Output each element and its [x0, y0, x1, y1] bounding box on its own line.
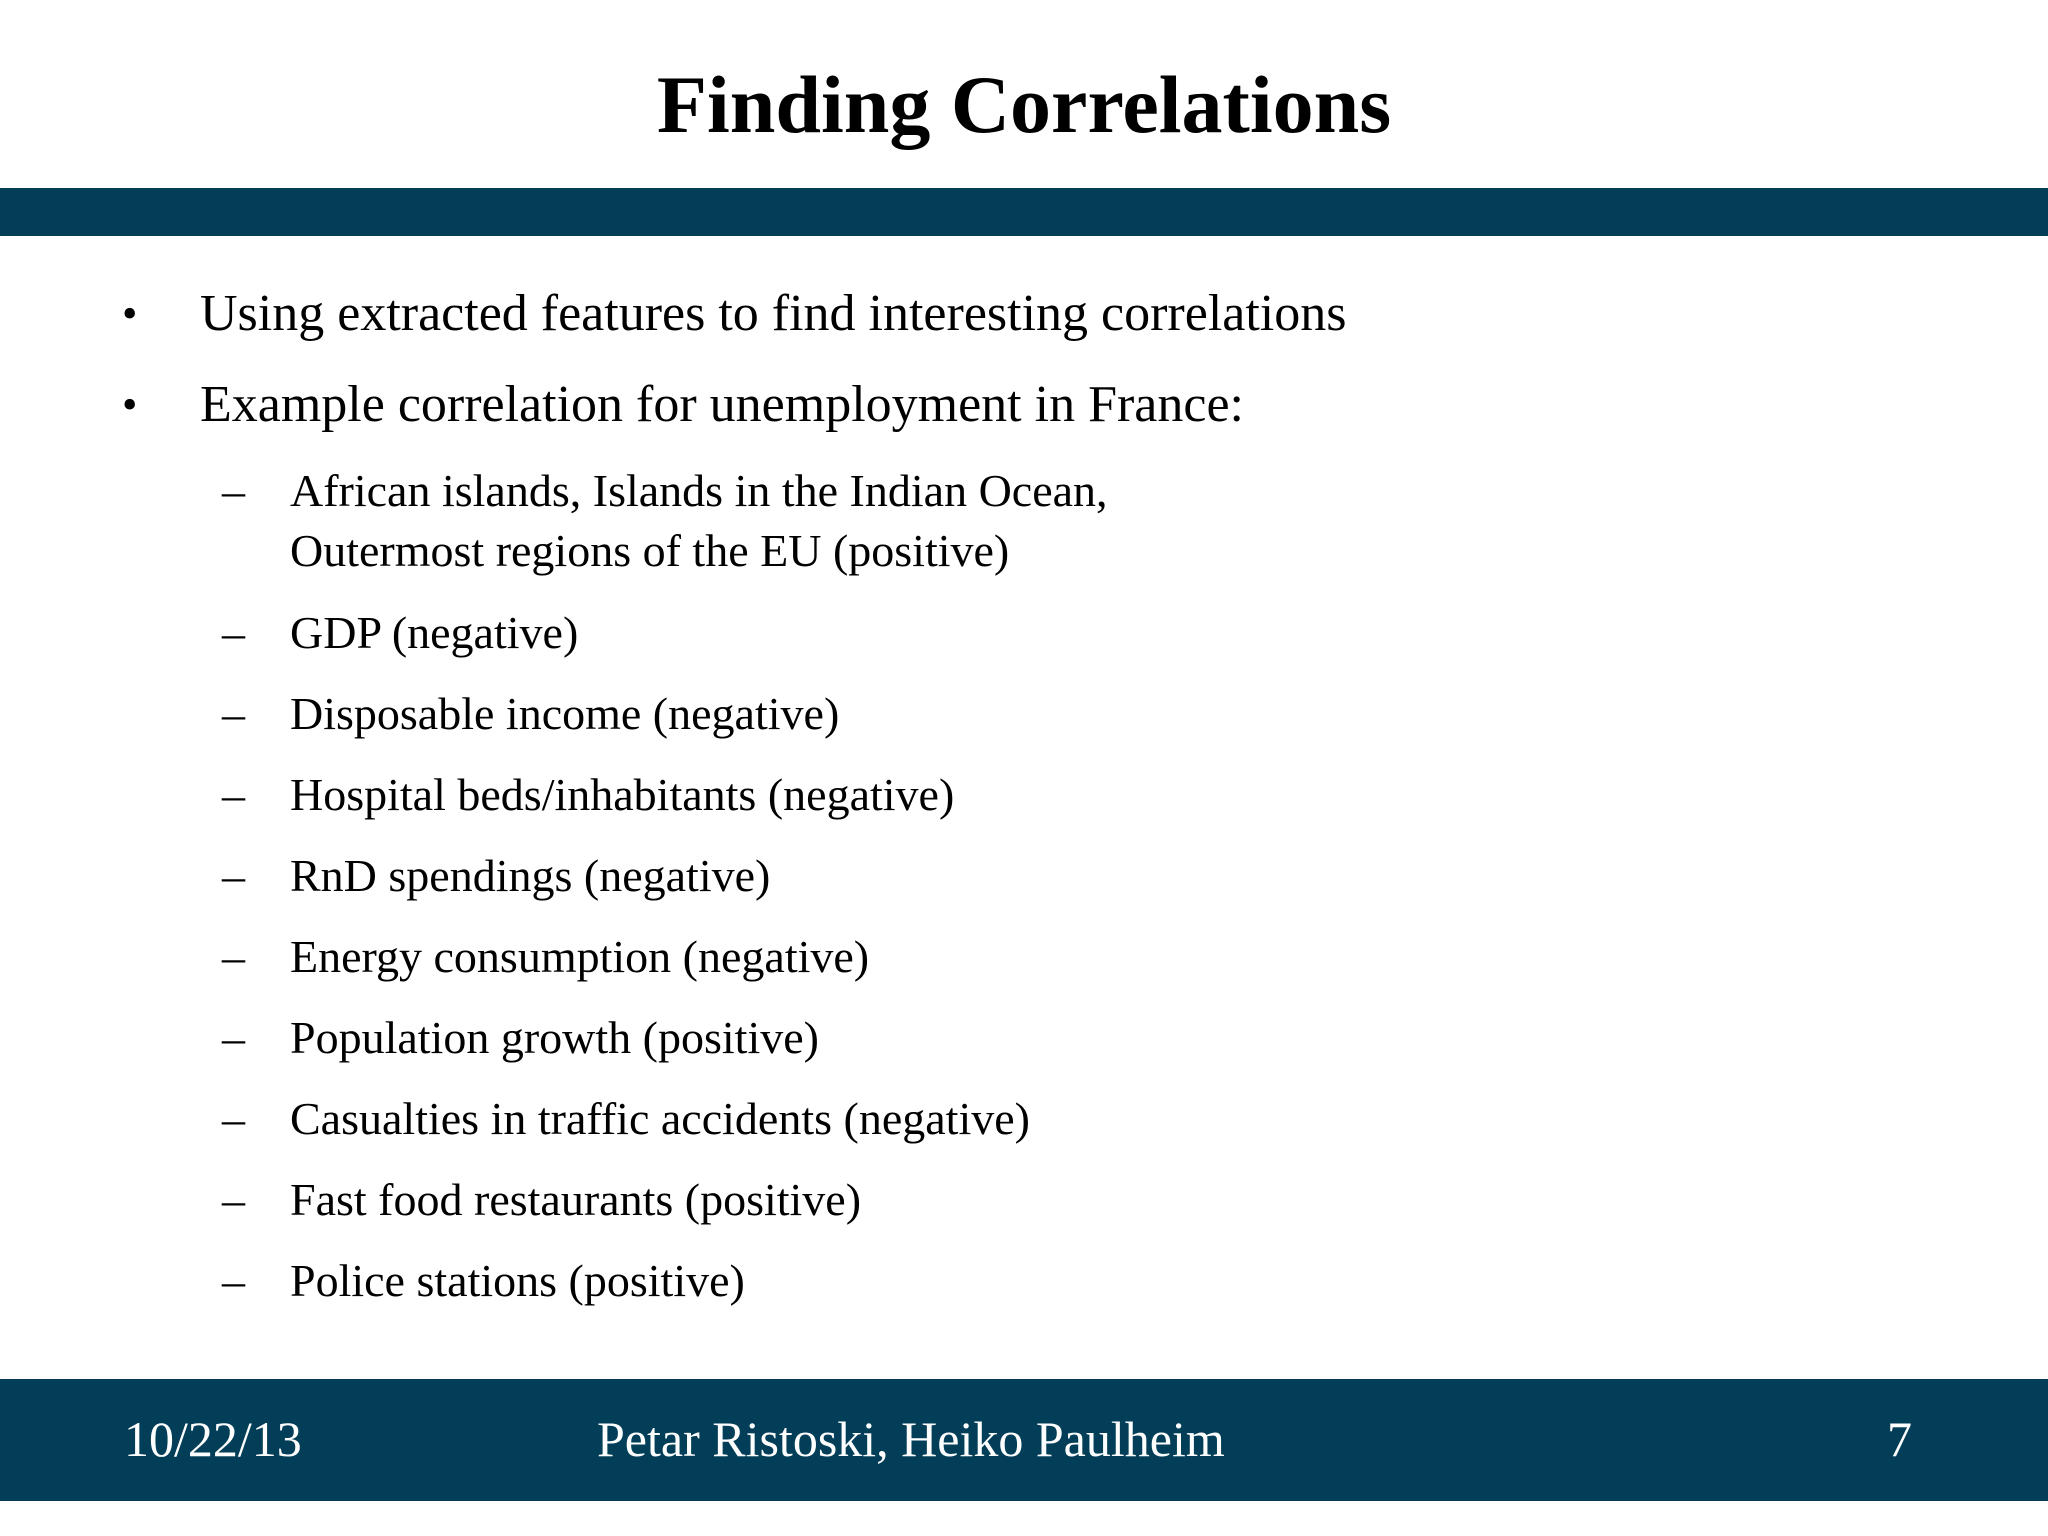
dash-marker: – [222, 1093, 245, 1144]
sub-item-text: GDP (negative) [290, 607, 579, 658]
bullet-text: Example correlation for unemployment in France: [200, 376, 1244, 433]
footer-authors: Petar Ristoski, Heiko Paulheim [597, 1411, 1225, 1467]
dash-marker: – [222, 1012, 245, 1063]
dash-marker: – [222, 607, 245, 658]
sub-item-text: Hospital beds/inhabitants (negative) [290, 769, 955, 820]
sub-item-text: Outermost regions of the EU (positive) [290, 525, 1010, 576]
bullet-text: Using extracted features to find interesting correlations [200, 285, 1347, 342]
footer-date: 10/22/13 [124, 1411, 302, 1467]
slide-footer [0, 1379, 2048, 1501]
sub-item-text: Energy consumption (negative) [290, 931, 870, 982]
page-number: 7 [1887, 1411, 1912, 1467]
title-divider-bar [0, 188, 2048, 236]
sub-item-text: Police stations (positive) [290, 1255, 745, 1306]
sub-item-text: Casualties in traffic accidents (negative) [290, 1093, 1030, 1144]
sub-item-text: RnD spendings (negative) [290, 850, 771, 901]
bullet-marker: • [122, 289, 138, 338]
dash-marker: – [222, 688, 245, 739]
sub-item-text: Disposable income (negative) [290, 688, 840, 739]
dash-marker: – [222, 769, 245, 820]
dash-marker: – [222, 1255, 245, 1306]
dash-marker: – [222, 465, 245, 516]
dash-marker: – [222, 1174, 245, 1225]
dash-marker: – [222, 931, 245, 982]
dash-marker: – [222, 850, 245, 901]
sub-item-text: African islands, Islands in the Indian Ocean, [290, 465, 1108, 516]
sub-item-text: Population growth (positive) [290, 1012, 819, 1063]
slide-title: Finding Correlations [656, 59, 1392, 150]
bullet-marker: • [122, 380, 138, 429]
sub-item-text: Fast food restaurants (positive) [290, 1174, 862, 1225]
